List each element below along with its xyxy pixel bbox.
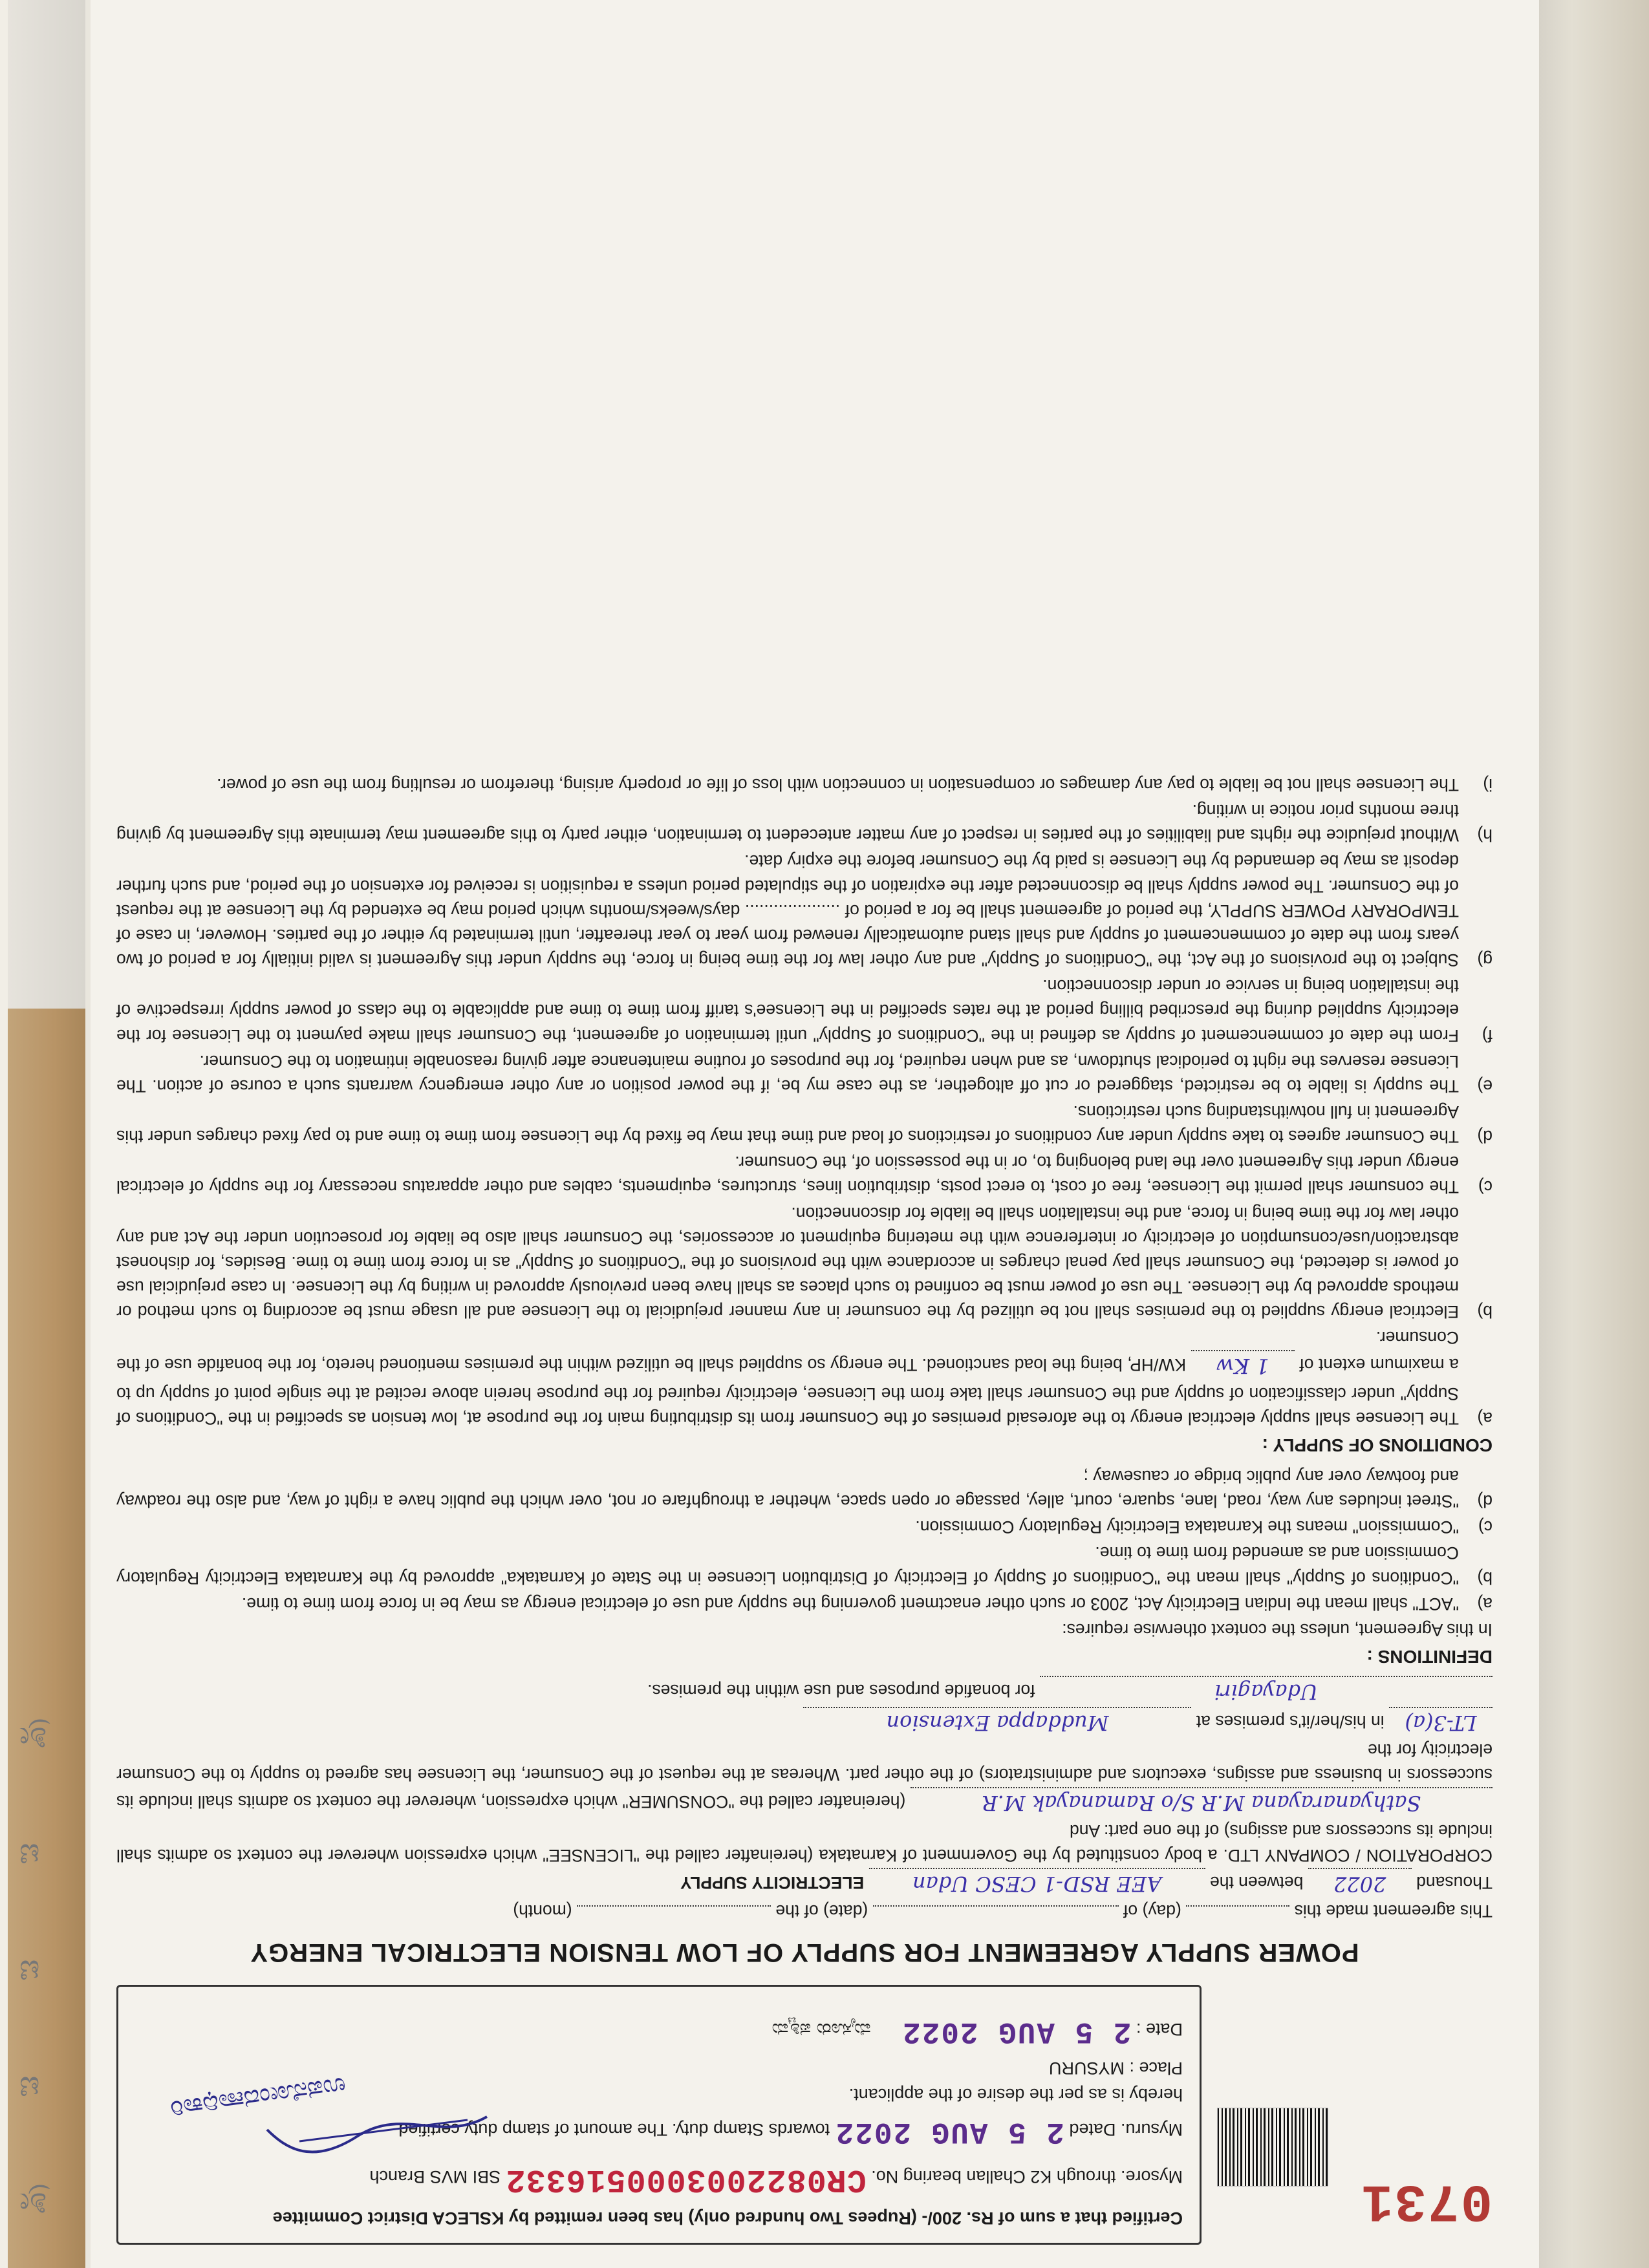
edge-glyph: ಶ್ರೀ: [19, 2186, 47, 2222]
condition-item: i) The Licensee shall not be liable to pay any damages or compensation in connection with loss of life or property arising, therefrom or resulting from the use of power.: [217, 775, 1493, 795]
intro-line-5: LT-3(a) in his/her/it's premises at Muddappa Extension: [116, 1707, 1493, 1738]
scan-right-edge: [1539, 0, 1649, 2268]
condition-item: f) From the date of commencement of supply as defined in the "Conditions of Supply" until termination of agreement, the Consumer shall make payment to the Licensee for the electricity supplied during the prescribed billing period at the rates specified in the Licensee's tariff from time to time and applicable to the class of power supply irrespective of the installation being in service or under disconnection.: [116, 976, 1493, 1045]
stamp-line-1: Certified that a sum of Rs. 200/- (Rupees Two hundred only) has been remitted by KSLECA District Committee: [272, 2209, 1183, 2228]
definitions-lead: In this Agreement, unless the context otherwise requires:: [1062, 1620, 1493, 1640]
paid-date-stamp: 2 5 AUG 2022: [834, 2114, 1064, 2148]
handwritten-address: Muddappa Extension: [886, 1711, 1109, 1736]
intro-line-2: Thousand 2022 between the AEE RSD-1 CESC Udan ELECTRICITY SUPPLY: [116, 1868, 1493, 1899]
stamp-line-3: Mysuru. Dated 2 5 AUG 2022 towards Stamp duty. The amount of stamp duty certified: [398, 2114, 1183, 2148]
scan-margin: [0, 0, 8, 2268]
stamp-date: 2 5 AUG 2022: [901, 2014, 1132, 2048]
intro-line-4: Sathyanarayana M.R S/o Ramanayak M.R (hereinafter called the "CONSUMER" which expression, wherever the context so admits shall include its successors in business and assigns, executors and administrators) of the other part. Whereas at the request of the Consumer, the Licensee has agreed to supply to the Consumer electricity for the: [116, 1738, 1493, 1818]
handwritten-consumer-name: Sathyanarayana M.R S/o Ramanayak M.R: [982, 1791, 1421, 1816]
handwritten-load: 1 Kw: [1216, 1354, 1269, 1379]
stamp-date-line: Date : 2 5 AUG 2022 ಮೈಸೂರು ಪಶ್ಚಿಮ: [771, 2014, 1183, 2048]
condition-item: h) Without prejudice the rights and liabilities of the parties in respect of any matter antecedent to termination, either party to this agreement may terminate this Agreement by giving three months prior notice in writing.: [116, 801, 1493, 846]
definitions-title: DEFINITIONS :: [1366, 1646, 1493, 1667]
edge-glyph: ಶ್ರೀ: [19, 1720, 47, 1757]
condition-item: d) The Consumer agrees to take supply under any conditions of restrictions of load and time that may be fixed by the Licensee from time to time and to pay fixed charges under this Agreement in full notwithstanding such restrictions.: [116, 1102, 1493, 1147]
handwritten-tariff: LT-3(a): [1405, 1711, 1477, 1736]
edge-glyph: ಟಿ: [19, 1837, 40, 1873]
condition-item: b) Electrical energy supplied to the premises shall not be utilized by the consumer in any manner prejudicial to the Licensee and all usage must be according to such method or methods approved by the Licensee. The use of power must be confined to such places as shall have been previously approved in writing by the Licensee. In case prejudicial use of power is detected, the Consumer shall pay penal charges in accordance with the provisions of the "Conditions of Supply" as in force from time to time. Besides, for dishonest abstraction/use/consumption of electricity or interference with the metering equipment or accessories, the Consumer shall also be liable for prosecution under the Act and any other law for the time being in force, and the installation shall be liable for disconnection.: [116, 1203, 1493, 1322]
kannada-signature-stamp: ಉಪನೋಂದಣಾಧಿಕಾರಿ: [169, 2071, 349, 2124]
kannada-footer: ಮೈಸೂರು ಪಶ್ಚಿಮ: [771, 2018, 871, 2039]
definition-item: c) "Commission" means the Karnataka Electricity Regulatory Commission.: [915, 1517, 1493, 1537]
condition-item: c) The consumer shall permit the Licensee, free of cost, to erect posts, distribution lines, structures, equipments, cables and other apparatus necessary for the supply of electrical energy under this Agreement over the land belonging to, or in the possession of, the Consumer.: [116, 1153, 1493, 1197]
handwritten-year: 2022: [1333, 1871, 1386, 1896]
edge-glyph: ಟಿ: [19, 1953, 40, 1989]
edge-glyph: ಟಿ: [19, 2070, 40, 2106]
serial-number: 0731: [1360, 2170, 1493, 2231]
challan-number: CR0822003000516332: [505, 2161, 867, 2198]
agreement-document: [91, 0, 1539, 2268]
conditions-title: CONDITIONS OF SUPPLY :: [1262, 1435, 1493, 1455]
intro-line-6: Udayagiri for bonafide purposes and use within the premises.: [116, 1676, 1493, 1707]
handwritten-licensee: AEE RSD-1 CESC Udan: [912, 1871, 1162, 1896]
handwritten-locality: Udayagiri: [1214, 1679, 1318, 1704]
stamp-line-4: hereby is as per the desire of the applicant.: [848, 2085, 1183, 2105]
definition-item: a) "ACT" shall mean the Indian Electricity Act, 2003 or such other enactment governing the supply and use of electrical energy as may be in force from time to time.: [241, 1594, 1493, 1614]
scan-background-strip: [8, 0, 85, 1009]
intro-line-3: CORPORATION / COMPANY LTD. a body constituted by the Government of Karnataka (hereinafter called the "LICENSEE" which expression wherever the context so admits shall include its successors and assigns) of the one part: And: [116, 1821, 1493, 1865]
stamp-header: [116, 1985, 1493, 2245]
definition-item: d) "Street includes any way, road, lane, square, court, alley, passage or open space, whether a throughfare or not, over which the public have a right of way, and also the roadway and footway over any public bridge or causeway ;: [116, 1466, 1493, 1512]
barcode-image: [1217, 2108, 1328, 2187]
agreement-title: POWER SUPPLY AGREEMENT FOR SUPPLY OF LOW TENSION ELECTRICAL ENERGY: [250, 1938, 1359, 1967]
definition-item: b) "Conditions of Supply" shall mean the "Conditions of Supply of Electricity of Distribution Licensee in the State of Karnataka" approved by the Karnataka Electricity Regulatory Commission and as amended from time to time.: [116, 1543, 1493, 1588]
condition-item-a: a) The Licensee shall supply electrical energy to the aforesaid premises of the Consumer from its distributing main for the purpose at, low tension as specified in the "Conditions of Supply" under classification of supply and the Consumer shall take from the Licensee, electricity required for the purpose herein above recited at the single point of supply up to a maximum extent of 1 Kw KW/HP, being the load sanctioned. The energy so supplied shall be utilized within the premises mentioned hereto, for the bonafide use of the Consumer.: [116, 1328, 1493, 1428]
intro-line-1: This agreement made this (day) of (date) of the (month): [513, 1901, 1493, 1921]
stamp-place: Place : MYSURU: [1048, 2058, 1183, 2078]
stamp-line-2: Mysore. through K2 Challan bearing No. CR0822003000516332 SBI MVS Branch: [369, 2161, 1183, 2198]
stamp-duty-certificate: [116, 1985, 1202, 2245]
condition-item: g) Subject to the provisions of the Act, the "Conditions of Supply" and any other law for the time being in force, the supply under this Agreement is valid initially for a period of two years from the date of commencement of supply and shall stand automatically renewed from year to year thereafter, until terminated by either of the parties. However, in case of TEMPORARY POWER SUPPLY, the period of agreement shall be for a period of .................... days/weeks/months which period may be extended by the Licensee at the request of the Consumer. The power supply shall be disconnected after the expiration of the stipulated period unless a requisition is received for extension of the period, and such further deposit as may be demanded by the Licensee is paid by the Consumer before the expiry date.: [116, 851, 1493, 970]
condition-item: e) The supply is liable to be restricted, staggered or cut off altogether, as the case my be, if the power position or any other emergency warrants such a course of action. The Licensee reserves the right to periodical shutdown, as and when required, for the purposes of routine maintenance after giving reasonable intimation to the Consumer.: [116, 1051, 1493, 1096]
